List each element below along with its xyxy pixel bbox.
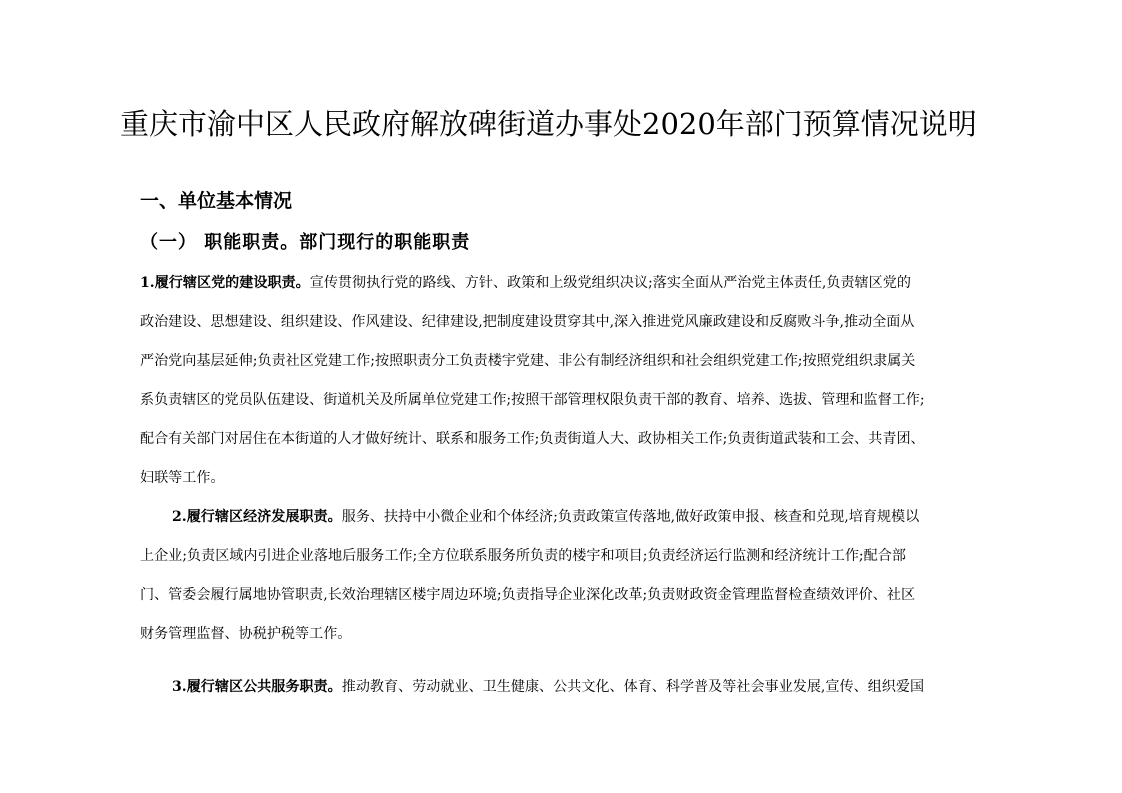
document-title: 重庆市渝中区人民政府解放碑街道办事处2020年部门预算情况说明: [120, 107, 977, 141]
paragraph-lead: 2.履行辖区经济发展职责。: [172, 509, 342, 525]
paragraph-party-building: [140, 264, 1030, 498]
paragraph-line: 配合有关部门对居住在本街道的人才做好统计、联系和服务工作;负责街道人大、政协相关工作;负责街道武装和工会、共青团、: [140, 431, 925, 447]
paragraph-lead: 3.履行辖区公共服务职责。: [172, 679, 342, 695]
paragraph-text: 服务、扶持中小微企业和个体经济;负责政策宣传落地,做好政策申报、核查和兑现,培育规模以: [341, 509, 920, 525]
paragraph-line: 财务管理监督、协税护税等工作。: [140, 626, 352, 642]
paragraph-text: 宣传贯彻执行党的路线、方针、政策和上级党组织决议;落实全面从严治党主体责任,负责辖区党的: [309, 275, 911, 291]
paragraph-line: 上企业;负责区域内引进企业落地后服务工作;全方位联系服务所负责的楼宇和项目;负责经济运行监测和经济统计工作;配合部: [140, 548, 906, 564]
paragraph-line: 政治建设、思想建设、组织建设、作风建设、纪律建设,把制度建设贯穿其中,深入推进党风廉政建设和反腐败斗争,推动全面从: [140, 314, 915, 330]
section-heading-basic-info: 一、单位基本情况: [140, 190, 293, 212]
paragraph-public-service: [140, 668, 1030, 707]
paragraph-line: [140, 264, 1030, 303]
paragraph-line: 门、管委会履行属地协管职责,长效治理辖区楼宇周边环境;负责指导企业深化改革;负责财政资金管理监督检查绩效评价、社区: [140, 587, 916, 603]
paragraph-line: 系负责辖区的党员队伍建设、街道机关及所属单位党建工作;按照干部管理权限负责干部的教育、培养、选拔、管理和监督工作;: [140, 392, 925, 408]
paragraph-lead: 1.履行辖区党的建设职责。: [140, 275, 310, 291]
paragraph-line: 妇联等工作。: [140, 470, 225, 486]
paragraph-line: [140, 498, 1030, 537]
paragraph-economic-development: [140, 498, 1030, 654]
paragraph-line: [140, 668, 1030, 707]
paragraph-text: 推动教育、劳动就业、卫生健康、公共文化、体育、科学普及等社会事业发展,宣传、组织爱国: [341, 679, 925, 695]
paragraph-line: 严治党向基层延伸;负责社区党建工作;按照职责分工负责楼宇党建、非公有制经济组织和社会组织党建工作;按照党组织隶属关: [140, 353, 916, 369]
subsection-heading-duties: （一） 职能职责。部门现行的职能职责: [140, 232, 471, 253]
